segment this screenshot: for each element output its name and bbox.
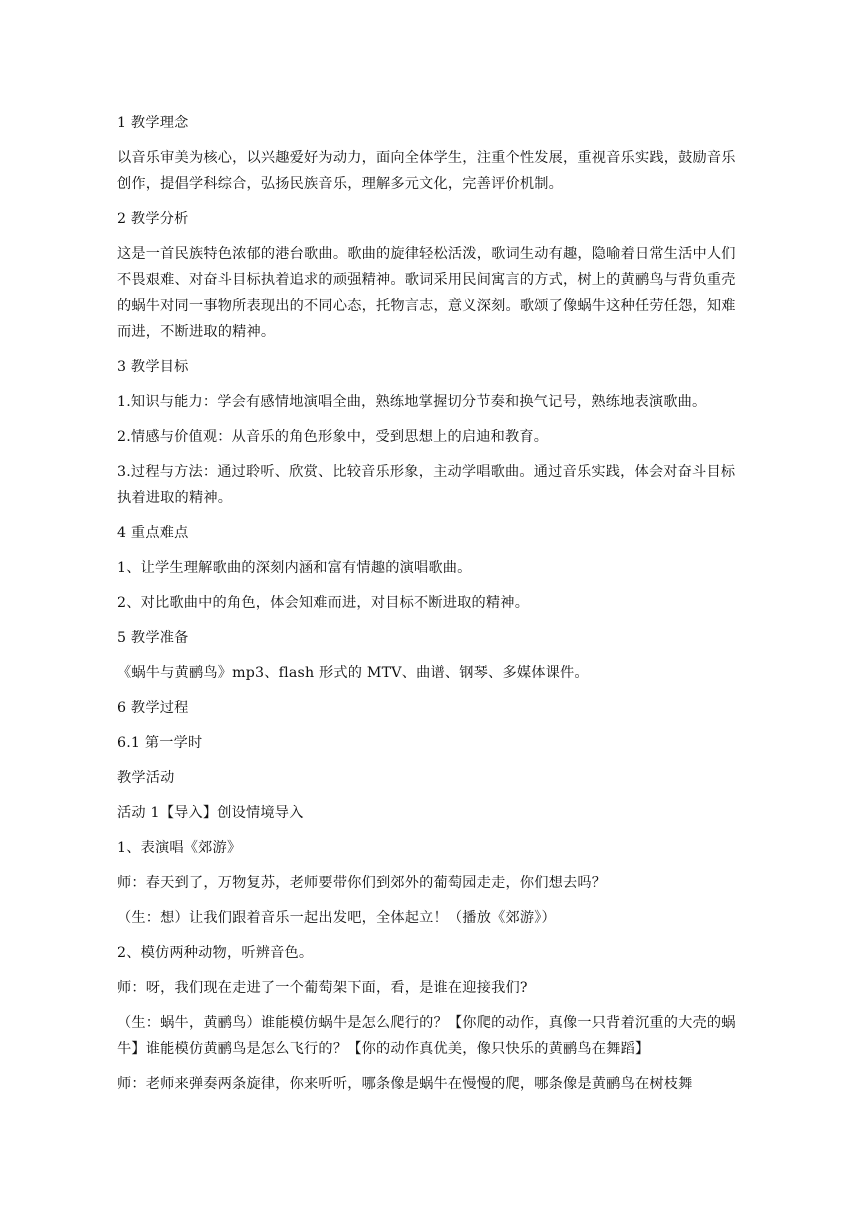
section-heading-teaching-process: 6 教学过程 xyxy=(117,700,189,716)
section-heading-teaching-philosophy: 1 教学理念 xyxy=(117,115,189,131)
student-line-1: （生：想）让我们跟着音乐一起出发吧，全体起立！（播放《郊游》） xyxy=(117,910,556,926)
section-heading-teaching-goals: 3 教学目标 xyxy=(117,359,189,375)
list-item-key-point-1: 1、让学生理解歌曲的深刻内涵和富有情趣的演唱歌曲。 xyxy=(117,560,472,576)
step-perform-song: 1、表演唱《郊游》 xyxy=(117,840,242,856)
student-line-2: （生：蜗牛，黄鹂鸟）谁能模仿蜗牛是怎么爬行的？【你爬的动作，真像一只背着沉重的大壳的蜗牛】谁能模仿黄鹂鸟是怎么飞行的？【你的动作真优美，像只快乐的黄鹂鸟在舞蹈】 xyxy=(117,1015,736,1057)
paragraph-teaching-philosophy: 以音乐审美为核心，以兴趣爱好为动力，面向全体学生，注重个性发展，重视音乐实践，鼓励音乐创作，提倡学科综合，弘扬民族音乐，理解多元文化，完善评价机制。 xyxy=(117,150,736,192)
teacher-line-3: 师：老师来弹奏两条旋律，你来听听，哪条像是蜗牛在慢慢的爬，哪条像是黄鹂鸟在树枝舞 xyxy=(117,1076,693,1092)
section-heading-preparation: 5 教学准备 xyxy=(117,630,189,646)
section-heading-key-points: 4 重点难点 xyxy=(117,525,189,541)
subheading-teaching-activities: 教学活动 xyxy=(117,770,175,786)
step-imitate-animals: 2、模仿两种动物，听辨音色。 xyxy=(117,945,314,961)
list-item-goal-process: 3.过程与方法：通过聆听、欣赏、比较音乐形象，主动学唱歌曲。通过音乐实践，体会对奋斗目标执着进取的精神。 xyxy=(117,464,736,506)
activity-heading-intro: 活动 1【导入】创设情境导入 xyxy=(117,805,304,821)
document-body xyxy=(117,110,740,1097)
list-item-goal-emotion: 2.情感与价值观：从音乐的角色形象中，受到思想上的启迪和教育。 xyxy=(117,429,549,445)
paragraph-preparation: 《蜗牛与黄鹂鸟》mp3、flash 形式的 MTV、曲谱、钢琴、多媒体课件。 xyxy=(117,665,589,681)
list-item-key-point-2: 2、对比歌曲中的角色，体会知难而进，对目标不断进取的精神。 xyxy=(117,595,530,611)
list-item-goal-knowledge: 1.知识与能力：学会有感情地演唱全曲，熟练地掌握切分节奏和换气记号，熟练地表演歌曲。 xyxy=(117,394,707,410)
subheading-first-lesson: 6.1 第一学时 xyxy=(117,735,203,751)
teacher-line-1: 师：春天到了，万物复苏，老师要带你们到郊外的葡萄园走走，你们想去吗？ xyxy=(117,875,607,891)
teacher-line-2: 师：呀，我们现在走进了一个葡萄架下面，看，是谁在迎接我们? xyxy=(117,980,528,996)
section-heading-teaching-analysis: 2 教学分析 xyxy=(117,211,189,227)
paragraph-teaching-analysis: 这是一首民族特色浓郁的港台歌曲。歌曲的旋律轻松活泼，歌词生动有趣，隐喻着日常生活中人们不畏艰难、对奋斗目标执着追求的顽强精神。歌词采用民间寓言的方式，树上的黄鹂鸟与背负重壳的蜗牛对同一事物所表现出的不同心态，托物言志，意义深刻。歌颂了像蜗牛这种任劳任怨，知难而进，不断进取的精神。 xyxy=(117,246,736,340)
